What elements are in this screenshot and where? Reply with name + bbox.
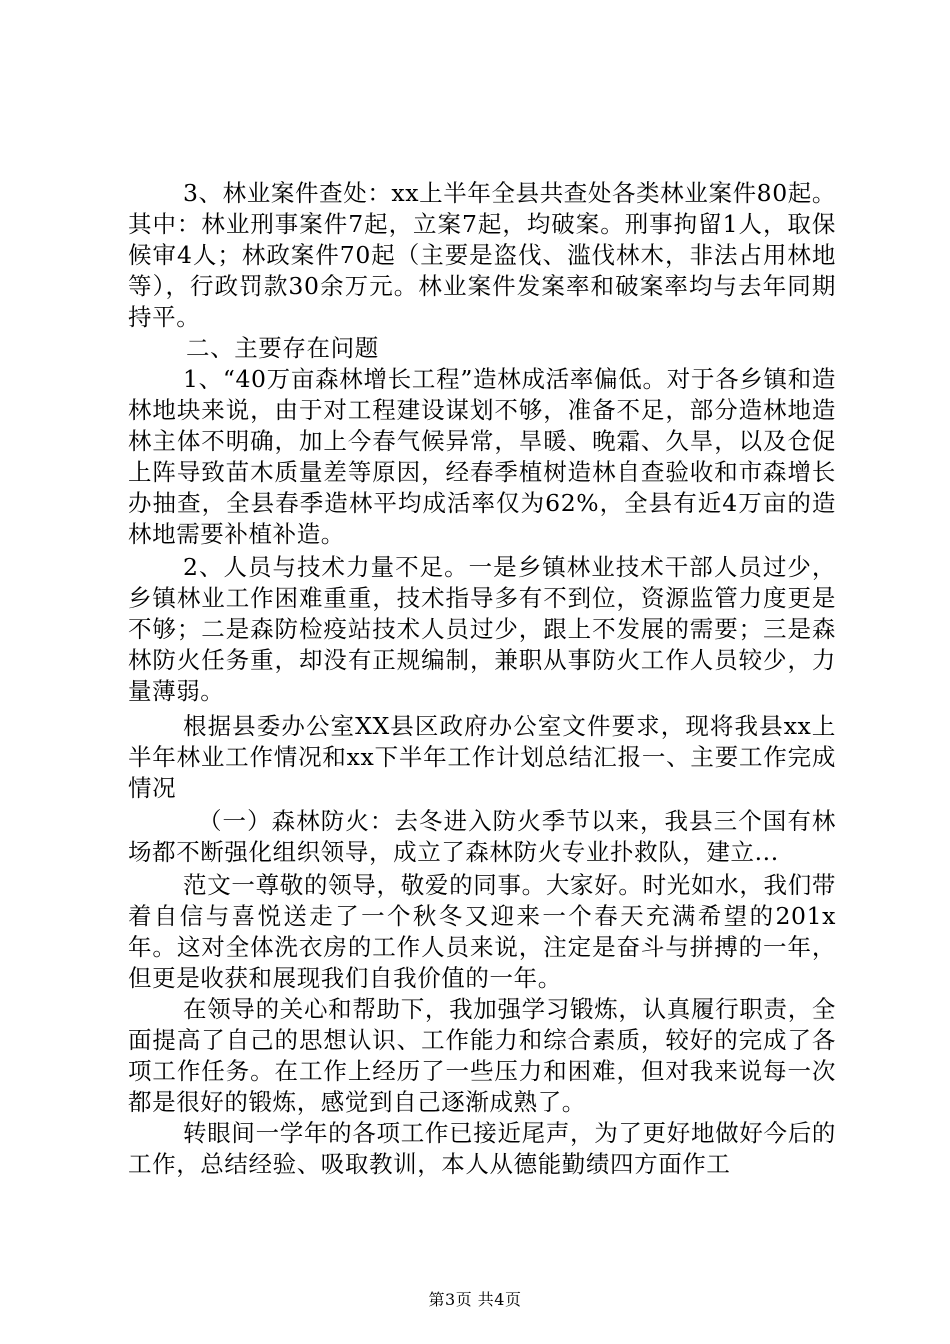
paragraph-staffing: 2、人员与技术力量不足。一是乡镇林业技术干部人员过少，乡镇林业工作困难重重，技术指导多有不到位，资源监管力度更是不够；二是森防检疫站技术人员过少，跟上不发展的需要；三是森林防火任务重，却没有正规编制，兼职从事防火工作人员较少，力量薄弱。 (128, 553, 836, 705)
paragraph-case-investigation: 3、林业案件查处：xx上半年全县共查处各类林业案件80起。其中：林业刑事案件7起，立案7起，均破案。刑事拘留1人，取保候审4人；林政案件70起（主要是盗伐、滥伐林木，非法占用林地等），行政罚款30余万元。林业案件发案率和破案率均与去年同期持平。 (128, 179, 836, 331)
paragraph-leadership: 在领导的关心和帮助下，我加强学习锻炼，认真履行职责，全面提高了自己的思想认识、工作能力和综合素质，较好的完成了各项工作任务。在工作上经历了一些压力和困难，但对我来说每一次都是很好的锻炼，感觉到自己逐渐成熟了。 (128, 995, 836, 1116)
paragraph-report-intro: 根据县委办公室XX县区政府办公室文件要求，现将我县xx上半年林业工作情况和xx下半年工作计划总结汇报一、主要工作完成情况 (128, 712, 836, 802)
section-heading-problems: 二、主要存在问题 (186, 334, 379, 362)
document-body (128, 178, 836, 1180)
paragraph-greeting: 范文一尊敬的领导，敬爱的同事。大家好。时光如水，我们带着自信与喜悦送走了一个秋冬又迎来一个春天充满希望的201x年。这对全体洗衣房的工作人员来说，注定是奋斗与拼搏的一年，但更是收获和展现我们自我价值的一年。 (128, 871, 836, 992)
page-number-footer: 第3页 共4页 (428, 1290, 522, 1309)
paragraph-survival-rate: 1、“40万亩森林增长工程”造林成活率偏低。对于各乡镇和造林地块来说，由于对工程建设谋划不够，准备不足，部分造林地造林主体不明确，加上今春气候异常，旱暖、晚霜、久旱，以及仓促上阵导致苗木质量差等原因，经春季植树造林自查验收和市森增长办抽查，全县春季造林平均成活率仅为62%，全县有近4万亩的造林地需要补植补造。 (128, 365, 836, 548)
paragraph-year-summary: 转眼间一学年的各项工作已接近尾声，为了更好地做好今后的工作，总结经验、吸取教训，本人从德能勤绩四方面作工 (128, 1119, 836, 1178)
paragraph-fire-prevention: （一）森林防火：去冬进入防火季节以来，我县三个国有林场都不断强化组织领导，成立了森林防火专业扑救队，建立... (128, 807, 836, 866)
